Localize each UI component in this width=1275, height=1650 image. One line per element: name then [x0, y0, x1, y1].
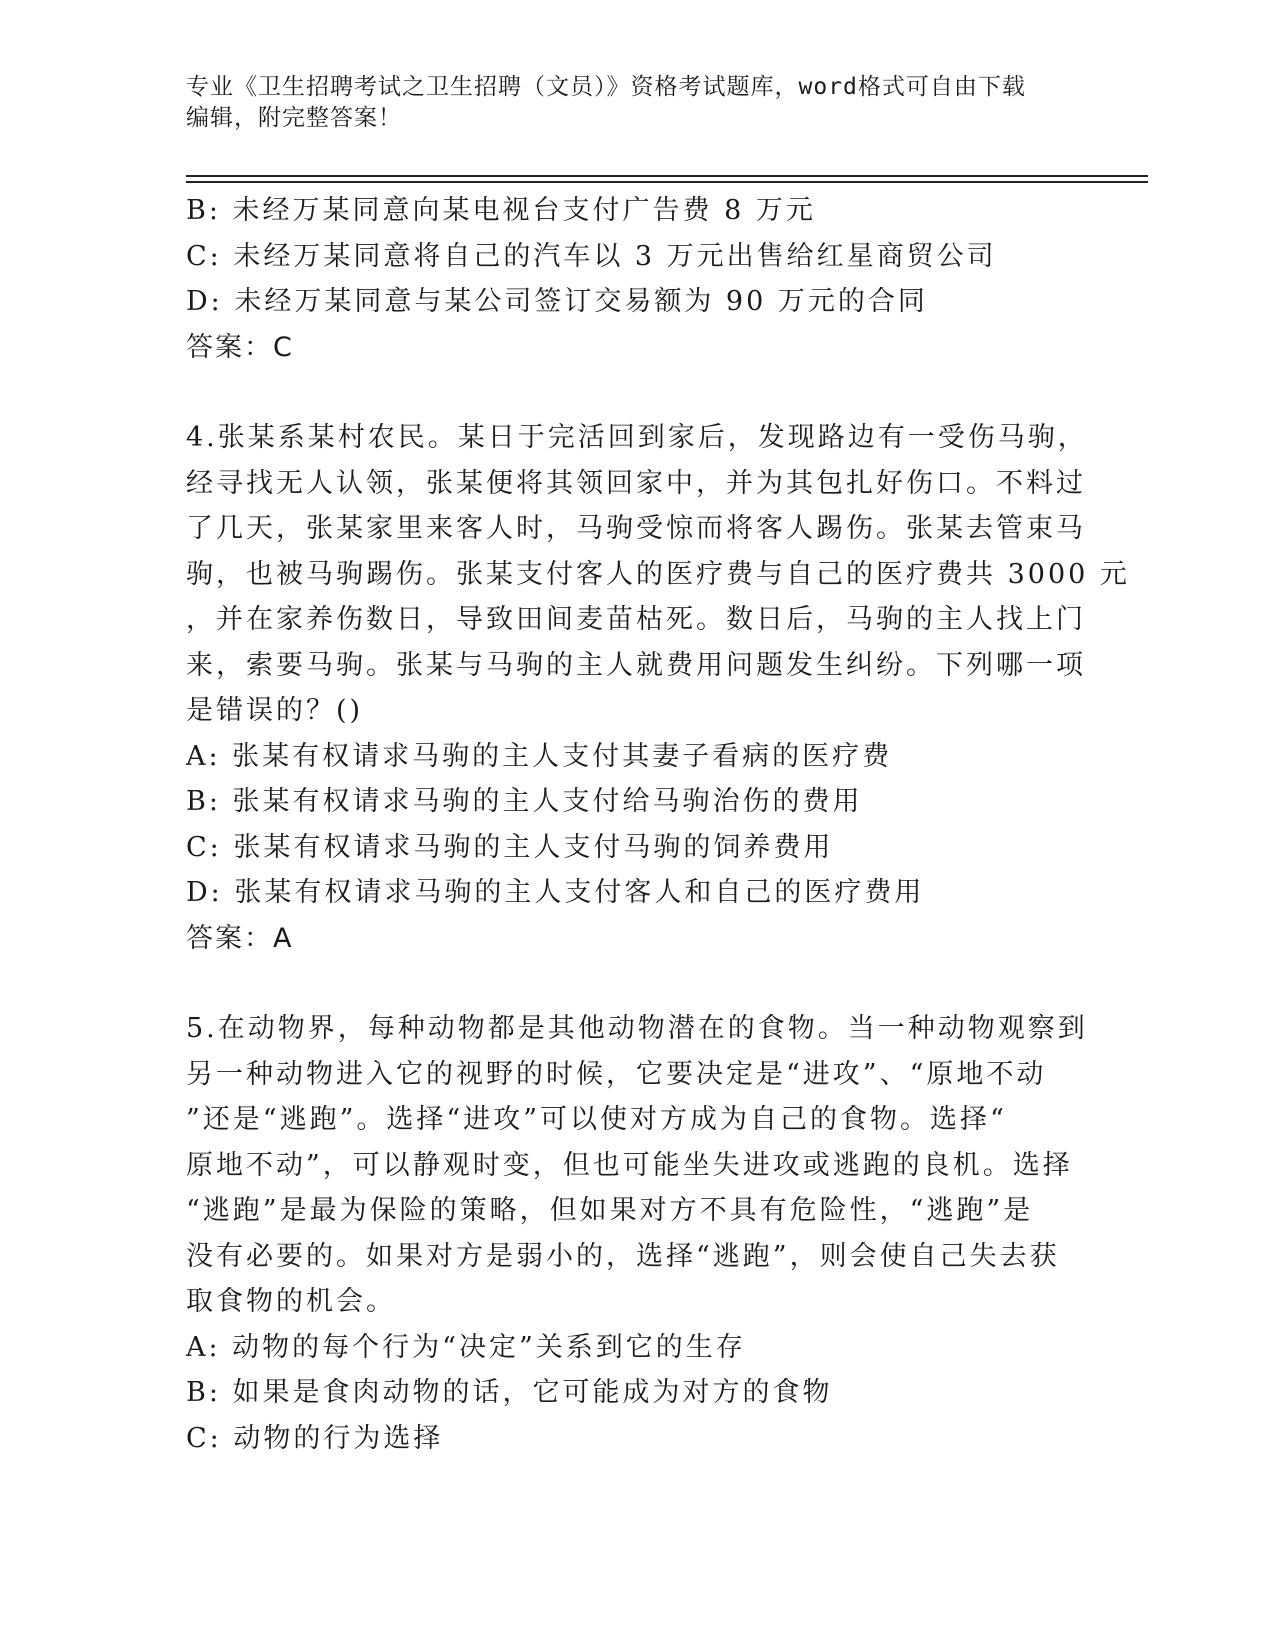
q5-option-c: C: 动物的行为选择 — [186, 1422, 444, 1454]
document-header — [186, 72, 1076, 134]
q4-option-c: C: 张某有权请求马驹的主人支付马驹的饲养费用 — [186, 831, 834, 863]
q5-stem-line: 原地不动”，可以静观时变，但也可能坐失进攻或逃跑的良机。选择 — [186, 1149, 1073, 1181]
q4-stem-line: 是错误的？() — [186, 695, 364, 726]
q4-option-d: D: 张某有权请求马驹的主人支付客人和自己的医疗费用 — [186, 877, 925, 908]
q4-stem-line: 经寻找无人认领，张某便将其领回家中，并为其包扎好伤口。不料过 — [186, 467, 1086, 499]
question-5 — [186, 1006, 1086, 1461]
q3-option-d: D: 未经万某同意与某公司签订交易额为 90 万元的合同 — [186, 286, 928, 317]
q5-option-b: B: 如果是食肉动物的话，它可能成为对方的食物 — [186, 1377, 833, 1408]
q4-option-a: A: 张某有权请求马驹的主人支付其妻子看病的医疗费 — [186, 740, 893, 772]
q5-stem-line: 另一种动物进入它的视野的时候，它要决定是“进攻”、“原地不动 — [186, 1058, 1047, 1090]
document-body — [186, 188, 1130, 1461]
q4-option-b: B: 张某有权请求马驹的主人支付给马驹治伤的费用 — [186, 786, 863, 817]
q4-stem-line: 驹，也被马驹踢伤。张某支付客人的医疗费与自己的医疗费共 3000 元 — [186, 558, 1130, 590]
q4-answer: 答案：A — [186, 922, 294, 954]
q4-stem-line: ，并在家养伤数日，导致田间麦苗枯死。数日后，马驹的主人找上门 — [186, 604, 1086, 635]
q4-stem-line: 来，索要马驹。张某与马驹的主人就费用问题发生纠纷。下列哪一项 — [186, 649, 1086, 681]
q5-stem-line: 没有必要的。如果对方是弱小的，选择“逃跑”，则会使自己失去获 — [186, 1240, 1060, 1272]
q3-option-b: B: 未经万某同意向某电视台支付广告费 8 万元 — [186, 195, 816, 226]
question-4 — [186, 415, 1130, 961]
question-3-tail — [186, 188, 1086, 370]
spacer — [186, 370, 1086, 415]
header-line-1: 专业《卫生招聘考试之卫生招聘（文员）》资格考试题库，word格式可自由下载 — [186, 74, 1026, 100]
header-divider-bottom — [186, 181, 1148, 183]
q3-option-c: C: 未经万某同意将自己的汽车以 3 万元出售给红星商贸公司 — [186, 240, 997, 272]
q3-answer: 答案：C — [186, 331, 294, 363]
q5-stem-line: 5.在动物界，每种动物都是其他动物潜在的食物。当一种动物观察到 — [186, 1013, 1088, 1044]
q5-stem-line: “逃跑”是最为保险的策略，但如果对方不具有危险性，“逃跑”是 — [186, 1195, 1034, 1226]
q5-stem-line: ”还是“逃跑”。选择“进攻”可以使对方成为自己的食物。选择“ — [186, 1104, 1007, 1135]
header-divider-top — [186, 175, 1148, 177]
q4-stem-line: 4.张某系某村农民。某日于完活回到家后，发现路边有一受伤马驹， — [186, 422, 1088, 453]
q5-stem-line: 取食物的机会。 — [186, 1286, 396, 1317]
spacer — [186, 961, 1086, 1006]
q4-stem-line: 了几天，张某家里来客人时，马驹受惊而将客人踢伤。张某去管束马 — [186, 513, 1086, 544]
q5-option-a: A: 动物的每个行为“决定”关系到它的生存 — [186, 1331, 746, 1363]
header-line-2: 编辑，附完整答案！ — [186, 105, 402, 131]
